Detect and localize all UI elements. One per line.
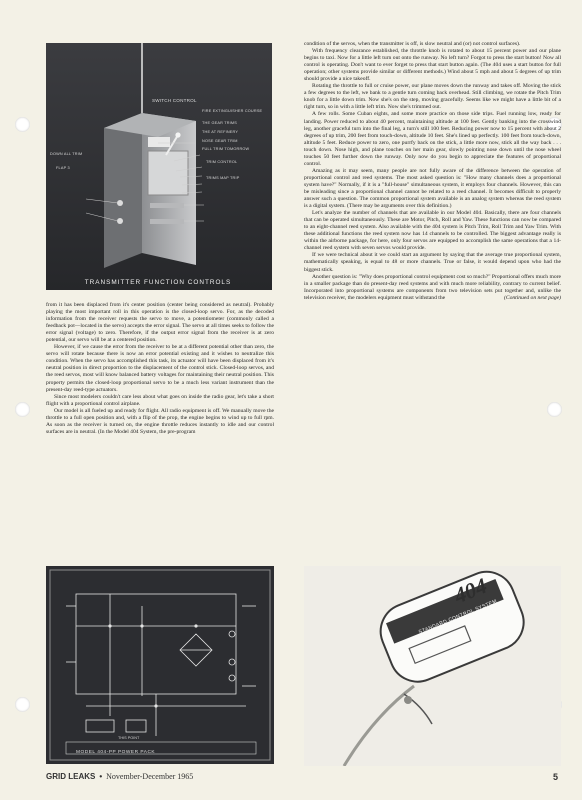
paragraph: With frequency clearance established, the throttle knob is rotated to about 15 percent power and our plane begins to taxi. Now for a little left turn out onto the runway. No left turn? Forgot to press the start button! Now all control is operating. Don't want to ever forget to press that start button again. (The 404 uses a start button for full operation; other systems provide similar or different methods.) Wind about 5 mph and about 5 degrees of up trim should provide a nice takeoff.: [304, 48, 561, 83]
label-refinery: THE AT REFINERY: [202, 130, 239, 134]
closeup-illustration: [304, 566, 561, 766]
binder-hole-middle: [15, 402, 30, 417]
power-pack-schematic: [46, 566, 274, 764]
paragraph-text: Another question is: "Why does proportional control equipment cost so much?" Proportional offers much more in a smaller package than do present-day reed systems and with much more reliability, contrary to current belief. Incorporated into proportional systems are components from two television sets put together and, unlike the television receiver, the modelers equipment must withstand the: [304, 273, 561, 301]
issue-date: November-December 1965: [106, 772, 194, 781]
binder-hole-bottom: [15, 697, 30, 712]
paragraph: Amazing as it may seem, many people are not fully aware of the difference between the operation of proportional control and reed systems. The most asked question is: "How many channels does a proportional system have?" Normally, if it is a "full-house" simultaneous system, it employs four channels. However, this can be misleading since a proportional channel cannot be related to a reed channel. It becomes difficult to properly answer such a question. The common proportional system available is an analog system whereas the reed system is a digital system. (There may be arguments over this definition.): [304, 167, 561, 210]
paragraph: [304, 274, 561, 302]
label-flap: FLAP 3: [56, 166, 70, 170]
paragraph: from it has been displaced from it's center position (center being considered as neutral). Probably playing the most important roll in this operation is the closed-loop servo. For, as the decoded information from the receiver requests the servo to move, a potentiometer (commonly called a feedback pot—located in the servo) accepts the error signal. The servo at all times seeks to follow the error signal (voltage) to zero. Therefore, if the output error signal from the receiver is at zero potential, our servo will be at a centered position.: [46, 302, 274, 344]
article-left-column: [46, 302, 274, 558]
label-switch: SWITCH CONTROL: [152, 98, 197, 103]
transmitter-photo: [46, 43, 272, 290]
label-full-trim: FULL TRIM TOMORROW: [202, 147, 250, 151]
page-number: 5: [553, 772, 559, 782]
footer-bullet: •: [99, 772, 103, 781]
paragraph: Our model is all fueled up and ready for flight. All radio equipment is off. We manually move the throttle to a full open position and, with a flip of the prop, the engine begins to wind up to full rpm. As soon as the receiver is turned on, the engine throttle reduces instantly to idle and our control surfaces are in neutral. (In the Model 404 System, the pre-program: [46, 407, 274, 435]
schematic-note: THIS POINT: [118, 736, 140, 740]
article-right-column: [304, 41, 561, 556]
label-course: FIRE EXTINGUISHER COURSE: [202, 109, 263, 113]
binder-hole-top: [15, 117, 30, 132]
paragraph: condition of the servos, when the transmitter is off, is slow neutral and (or) not control surfaces).: [304, 41, 521, 47]
page-footer: [46, 772, 193, 781]
label-nose-gear: NOSE GEAR TRIM: [202, 139, 238, 143]
publication-name: GRID LEAKS: [46, 772, 96, 781]
paragraph: A few rolls. Some Cuban eights, and some more practice on those side trips. Fuel running low, ready for landing. Power reduced to about 40 percent, maintaining altitude at 100 feet. Gently banking into the crosswind leg, another graceful turn into the final leg, a turn's still 100 feet. Reducing power now to 15 percent with about 2 degrees of up trim, 200 feet from touch-down, altitude 10 feet. She's lined up perfectly. 100 feet from touch-down, altitude 5 feet. Reduce power to zero, one purrfy back on the stick, a little more now, stick all the way back . . . touch down. Nose high, and plane touches on her main gear, slowly pointing nose down until the nose wheel touches 50 feet further down the runway. Only now do you begin to appreciate the features of proportional control.: [304, 111, 561, 167]
transmitter-illustration: [46, 43, 272, 290]
paragraph: However, if we cause the error from the receiver to be at a different potential other than zero, the servo will rotate because there is now an error potential existing and it wishes to neutralize this condition. When the servo has accomplished this task, its actuator will have been displaced from it's neutral position in direct proportion to the displacement of the control stick. Closed-loop servos, and the reed servos, most will know balanced battery voltages for maintaining their neutral position. This property permits the closed-loop proportional servo to be a much less variant instrument than the present-day reed-type actuators.: [46, 344, 274, 393]
paragraph: If we were technical about it we could start an argument by saying that the average true proportional system, mathematically speaking, is equal to 48 or more channels. True or false, it would depend upon who had the biggest stick.: [304, 252, 561, 273]
receiver-closeup-photo: [304, 566, 561, 766]
label-trim-control: TRIM CONTROL: [206, 160, 238, 164]
schematic-drawing: [46, 566, 274, 764]
paragraph: Since most modelers couldn't care less about what goes on inside the radio gear, let's take a short flight with a proportional control airplane.: [46, 393, 274, 407]
schematic-caption: MODEL 404-PP POWER PACK: [76, 750, 156, 755]
continued-note: (Continued on next page): [503, 294, 561, 301]
label-trims-map: TRIMS MAP TRIP: [206, 176, 240, 180]
figure-caption: TRANSMITTER FUNCTION CONTROLS: [84, 279, 232, 286]
paragraph: Let's analyze the number of channels that are available in our Model 404. Basically, there are four channels that can be operated simultaneously. These are Motor, Pitch, Roll and Yaw. These functions can now be compared to an eight-channel reed system. Also available with the 404 system is Pitch Trim, Roll Trim and Yaw Trim. With these additional functions the reed system now has 14 channels to be controlled. The biggest advantage really is within the airborne package, for here, only four servos are equipped to accomplish the same operations that a 14-channel reed system with seven servos would provide.: [304, 210, 561, 252]
brand-logo: 404: [450, 572, 491, 609]
label-gear-trims: THE GEAR TRIMS: [202, 121, 238, 125]
brand-tagline: STANDARD CONTROL SYSTEM: [417, 598, 499, 636]
label-down-all: DOWN ALL TRIM: [50, 152, 83, 156]
paragraph: Rotating the throttle to full or cruise power, our plane moves down the runway and takes off. Moving the stick a few degrees to the left, we bank to a gentle turn coming back overhead. Still climbing, we rotate the Pitch Trim knob for a little down trim. Now she's on the step, moving gracefully. Seems like we might have a little bit of a right turn, so in with a little left trim. Now she's trimmed out.: [304, 83, 561, 111]
